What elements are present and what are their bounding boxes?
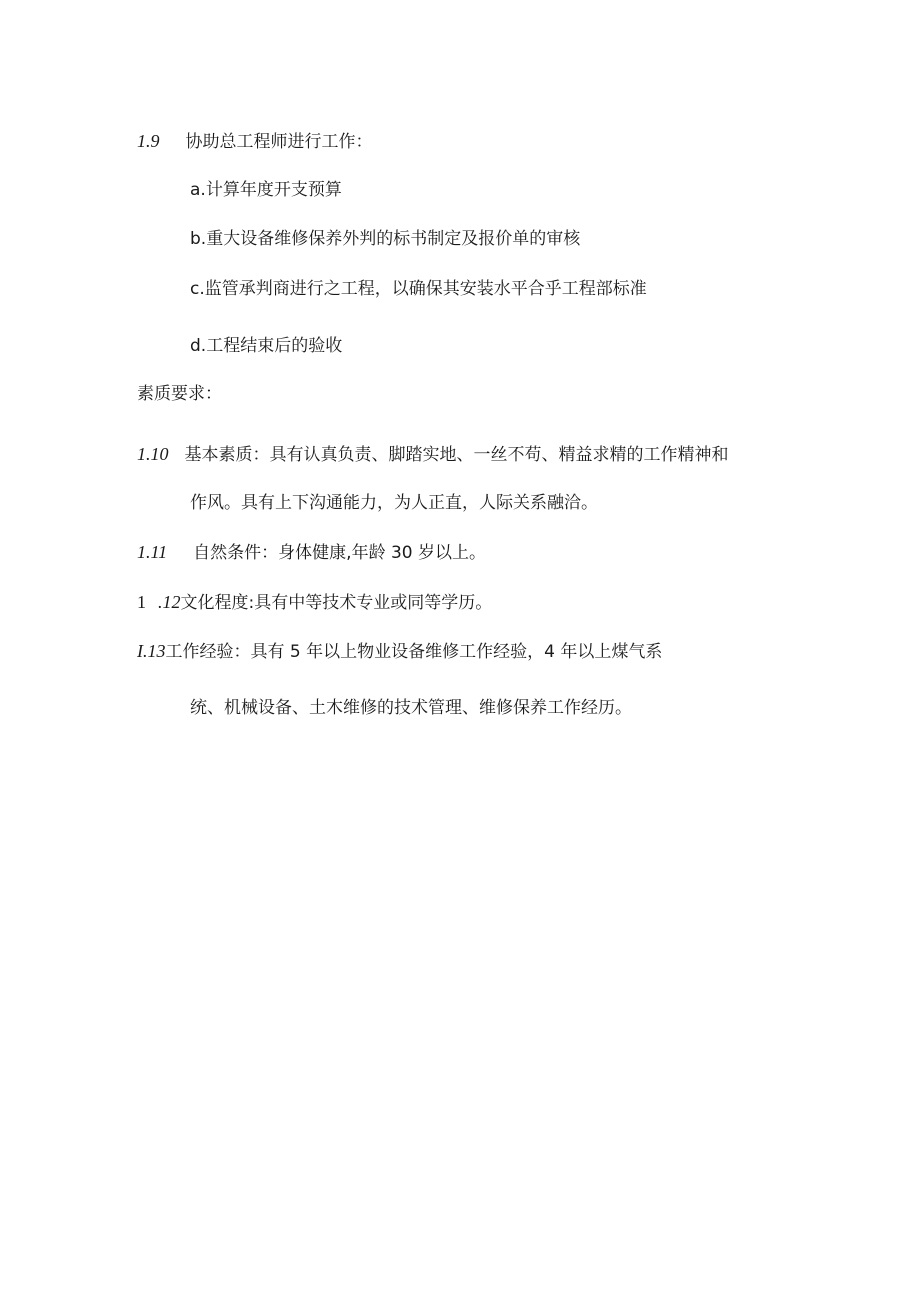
item-number: .12 — [158, 592, 181, 612]
item-number: 1.10 — [137, 444, 169, 464]
item-text: 自然条件：身体健康,年龄 30 岁以上。 — [193, 543, 487, 563]
item-1-10 — [137, 443, 729, 466]
item-number: 1.9 — [137, 131, 160, 151]
item-text: 基本素质：具有认真负责、脚踏实地、一丝不苟、精益求精的工作精神和 — [184, 445, 729, 465]
item-text: 文化程度:具有中等技术专业或同等学历。 — [180, 593, 493, 613]
sub-item-c: c.监管承判商进行之工程，以确保其安装水平合乎工程部标准 — [190, 279, 647, 299]
section-heading: 素质要求： — [137, 384, 222, 404]
item-1-12 — [137, 591, 492, 614]
item-1-11 — [137, 541, 486, 564]
item-prefix: 1 — [137, 592, 146, 612]
sub-item-a: a.计算年度开支预算 — [190, 180, 342, 200]
sub-item-d: d.工程结束后的验收 — [190, 336, 343, 356]
item-1-13-continuation: 统、机械设备、土木维修的技术管理、维修保养工作经历。 — [190, 698, 632, 718]
item-text: 工作经验：具有 5 年以上物业设备维修工作经验，4 年以上煤气系 — [165, 642, 663, 662]
item-number: 1.11 — [137, 542, 168, 562]
item-1-13 — [137, 640, 662, 663]
sub-item-b: b.重大设备维修保养外判的标书制定及报价单的审核 — [190, 229, 581, 249]
item-text: 协助总工程师进行工作： — [185, 132, 373, 152]
item-1-9 — [137, 130, 373, 153]
item-number: I.13 — [137, 641, 166, 661]
item-1-10-continuation: 作风。具有上下沟通能力，为人正直，人际关系融洽。 — [190, 493, 598, 513]
